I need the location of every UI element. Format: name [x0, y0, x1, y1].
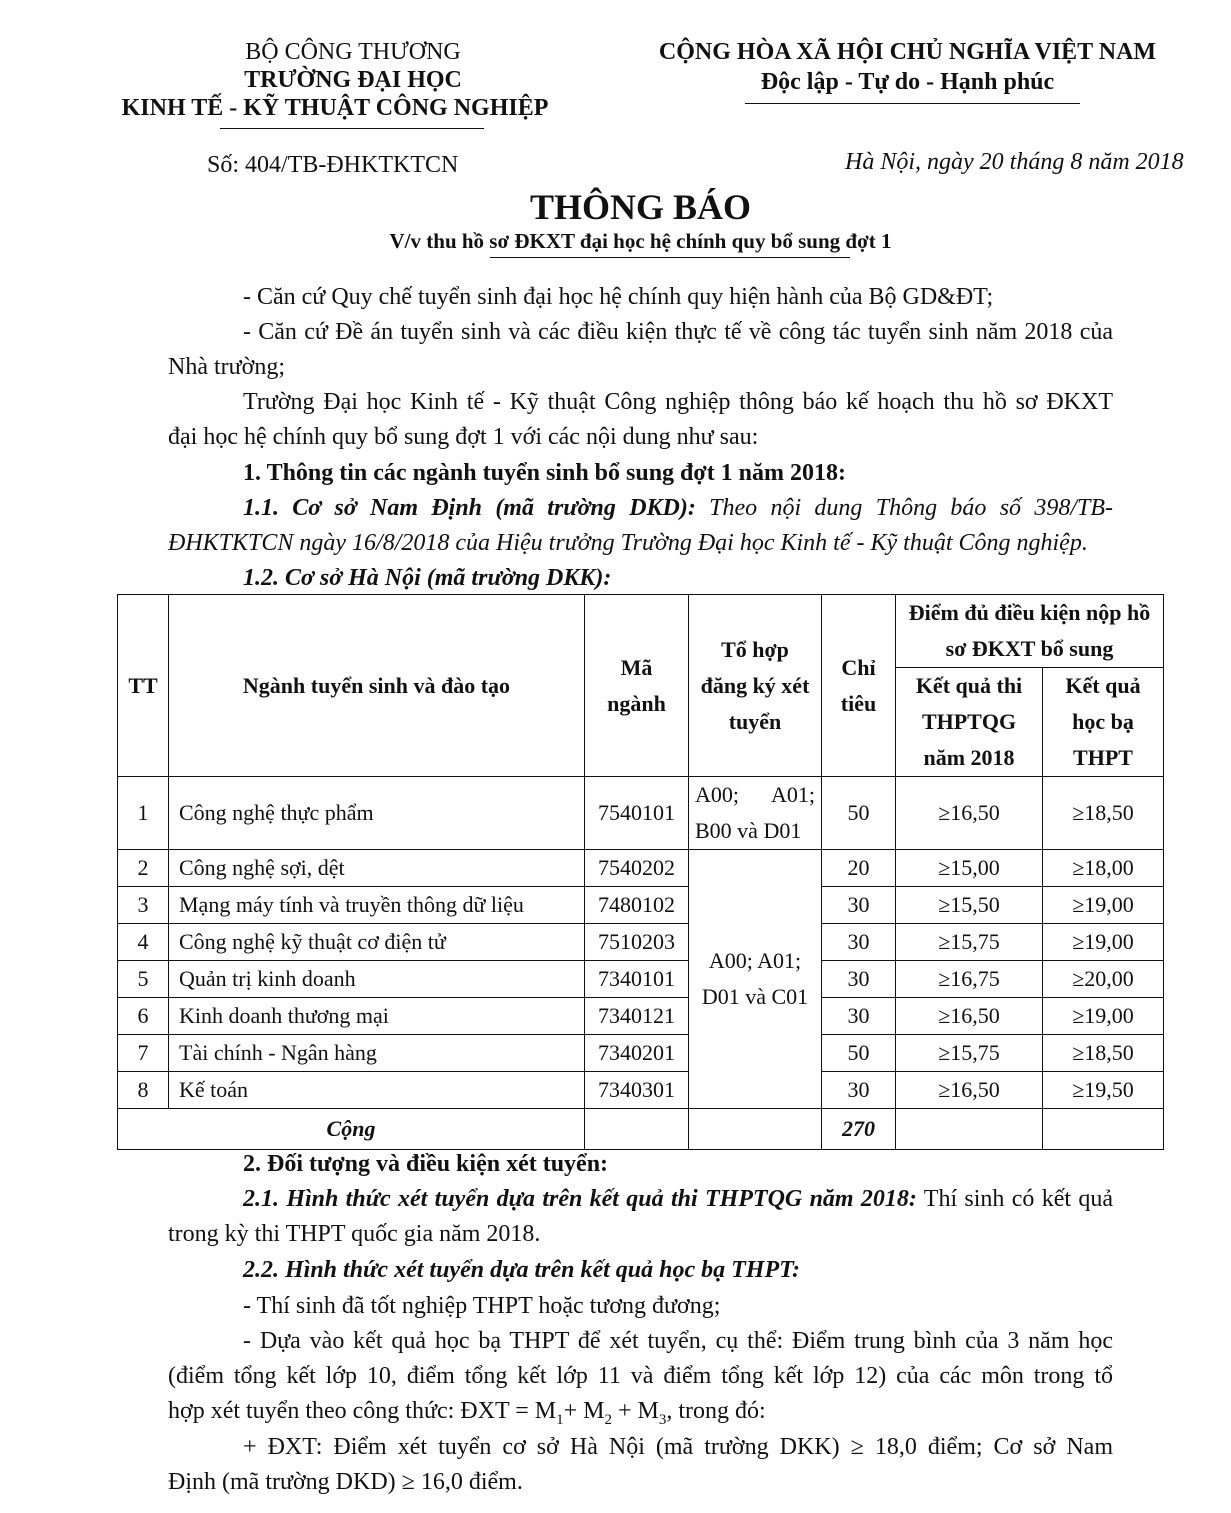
- ministry-name: BỘ CÔNG THƯƠNG: [245, 39, 461, 65]
- cell-major: Kế toán: [169, 1072, 585, 1109]
- section-1-1-label: 1.1. Cơ sở Nam Định (mã trường DKD):: [243, 495, 696, 521]
- cell-code: 7340121: [585, 998, 689, 1035]
- cell-tt: 3: [118, 887, 169, 924]
- cell-major: Công nghệ kỹ thuật cơ điện tử: [169, 924, 585, 961]
- cell-code: 7340101: [585, 961, 689, 998]
- cell-tt: 5: [118, 961, 169, 998]
- admission-table: [117, 594, 1164, 1150]
- cell-hocba: ≥18,50: [1043, 777, 1164, 850]
- table-row: [118, 961, 1164, 998]
- cell-code: 7480102: [585, 887, 689, 924]
- cell-quota: 50: [822, 1035, 896, 1072]
- table-total-row: [118, 1109, 1164, 1150]
- section-2-heading: 2. Đối tượng và điều kiện xét tuyển:: [243, 1151, 609, 1177]
- cell-thptqg: ≥16,50: [896, 998, 1043, 1035]
- cell-thptqg: ≥16,50: [896, 1072, 1043, 1109]
- section-1-heading: 1. Thông tin các ngành tuyển sinh bổ sung đợt 1 năm 2018:: [243, 460, 847, 486]
- bullet-2: - Dựa vào kết quả học bạ THPT để xét tuyển, cụ thể: Điểm trung bình của 3 năm học: [243, 1328, 1113, 1354]
- th-hocba: Kết quả học bạ THPT: [1043, 668, 1164, 777]
- section-1-1-cont: ĐHKTKTCN ngày 16/8/2018 của Hiệu trưởng Trường Đại học Kinh tế - Kỹ thuật Công nghiệp.: [168, 530, 1088, 556]
- table-row: [118, 1035, 1164, 1072]
- cell-combo-group: A00; A01; D01 và C01: [689, 850, 822, 1109]
- country-name: CỘNG HÒA XÃ HỘI CHỦ NGHĨA VIỆT NAM: [658, 39, 1157, 65]
- cell-major: Tài chính - Ngân hàng: [169, 1035, 585, 1072]
- cell-tt: 2: [118, 850, 169, 887]
- cell-total-label: Cộng: [118, 1109, 585, 1150]
- bullet-2-cont: (điểm tổng kết lớp 10, điểm tổng kết lớp 11 và điểm tổng kết lớp 12) của các môn trong tổ: [168, 1363, 1113, 1389]
- intro-paragraph-1: - Căn cứ Quy chế tuyển sinh đại học hệ chính quy hiện hành của Bộ GD&ĐT;: [243, 284, 994, 310]
- cell-hocba: ≥19,00: [1043, 924, 1164, 961]
- cell-tt: 1: [118, 777, 169, 850]
- section-2-1: [168, 1185, 1113, 1213]
- section-2-1-label: 2.1. Hình thức xét tuyển dựa trên kết quả thi THPTQG năm 2018:: [243, 1186, 917, 1212]
- bullet-3: + ĐXT: Điểm xét tuyển cơ sở Hà Nội (mã trường DKK) ≥ 18,0 điểm; Cơ sở Nam: [243, 1434, 1113, 1460]
- header-left-rule: [220, 128, 484, 129]
- cell-quota: 50: [822, 777, 896, 850]
- section-1-1: [168, 494, 1113, 522]
- cell-tt: 7: [118, 1035, 169, 1072]
- subtitle-rule: [490, 257, 850, 258]
- school-name-line1: TRƯỜNG ĐẠI HỌC: [244, 67, 462, 93]
- page-title: THÔNG BÁO: [529, 187, 752, 227]
- th-score-group: Điểm đủ điều kiện nộp hồ sơ ĐKXT bổ sung: [896, 595, 1164, 668]
- cell-code: 7540101: [585, 777, 689, 850]
- cell-quota: 30: [822, 1072, 896, 1109]
- place-date: Hà Nội, ngày 20 tháng 8 năm 2018: [845, 149, 1184, 175]
- cell-major: Kinh doanh thương mại: [169, 998, 585, 1035]
- cell-thptqg: ≥15,50: [896, 887, 1043, 924]
- th-code: Mã ngành: [585, 595, 689, 777]
- cell-code: 7340201: [585, 1035, 689, 1072]
- table-row: [118, 887, 1164, 924]
- section-2-1-cont: trong kỳ thi THPT quốc gia năm 2018.: [168, 1221, 541, 1247]
- document-number: Số: 404/TB-ĐHKTKTCN: [207, 152, 459, 178]
- cell-major: Công nghệ sợi, dệt: [169, 850, 585, 887]
- intro-paragraph-2-cont: Nhà trường;: [168, 354, 286, 380]
- table-row: [118, 998, 1164, 1035]
- cell-combo: A00; A01; B00 và D01: [689, 777, 822, 850]
- cell-hocba: ≥19,00: [1043, 887, 1164, 924]
- cell-thptqg: ≥15,75: [896, 924, 1043, 961]
- cell-code: 7540202: [585, 850, 689, 887]
- school-name-line2: KINH TẾ - KỸ THUẬT CÔNG NGHIỆP: [121, 95, 549, 121]
- cell-quota: 30: [822, 961, 896, 998]
- intro-paragraph-2: - Căn cứ Đề án tuyển sinh và các điều kiện thực tế về công tác tuyển sinh năm 2018 của: [243, 319, 1113, 345]
- cell-hocba: ≥19,00: [1043, 998, 1164, 1035]
- section-1-2-label: 1.2. Cơ sở Hà Nội (mã trường DKK):: [243, 565, 612, 591]
- cell-hocba: ≥19,50: [1043, 1072, 1164, 1109]
- cell-hocba: ≥18,50: [1043, 1035, 1164, 1072]
- cell-total-value: 270: [822, 1109, 896, 1150]
- cell-quota: 20: [822, 850, 896, 887]
- section-1-1-text: Theo nội dung Thông báo số 398/TB-: [695, 495, 1114, 521]
- cell-major: Công nghệ thực phẩm: [169, 777, 585, 850]
- cell-code: 7340301: [585, 1072, 689, 1109]
- th-thptqg: Kết quả thi THPTQG năm 2018: [896, 668, 1043, 777]
- th-combo: Tổ hợp đăng ký xét tuyển: [689, 595, 822, 777]
- table-row: [118, 850, 1164, 887]
- cell-tt: 6: [118, 998, 169, 1035]
- table-row: [118, 924, 1164, 961]
- cell-tt: 8: [118, 1072, 169, 1109]
- cell-tt: 4: [118, 924, 169, 961]
- th-quota: Chỉ tiêu: [822, 595, 896, 777]
- cell-thptqg: ≥16,75: [896, 961, 1043, 998]
- section-2-1-text: Thí sinh có kết quả: [916, 1186, 1114, 1212]
- cell-hocba: ≥20,00: [1043, 961, 1164, 998]
- th-tt: TT: [118, 595, 169, 777]
- table-row: [118, 1072, 1164, 1109]
- table-row: [118, 777, 1164, 850]
- th-major: Ngành tuyển sinh và đào tạo: [169, 595, 585, 777]
- cell-thptqg: ≥15,75: [896, 1035, 1043, 1072]
- intro-paragraph-3-cont: đại học hệ chính quy bổ sung đợt 1 với các nội dung như sau:: [168, 424, 759, 450]
- cell-thptqg: ≥15,00: [896, 850, 1043, 887]
- section-2-2-label: 2.2. Hình thức xét tuyển dựa trên kết quả học bạ THPT:: [243, 1257, 800, 1283]
- cell-major: Mạng máy tính và truyền thông dữ liệu: [169, 887, 585, 924]
- bullet-3-cont: Định (mã trường DKD) ≥ 16,0 điểm.: [168, 1469, 523, 1495]
- cell-thptqg: ≥16,50: [896, 777, 1043, 850]
- page-subtitle: V/v thu hồ sơ ĐKXT đại học hệ chính quy bổ sung đợt 1: [389, 229, 892, 253]
- cell-code: 7510203: [585, 924, 689, 961]
- cell-quota: 30: [822, 887, 896, 924]
- intro-paragraph-3: Trường Đại học Kinh tế - Kỹ thuật Công nghiệp thông báo kế hoạch thu hồ sơ ĐKXT: [243, 389, 1113, 415]
- bullet-1: - Thí sinh đã tốt nghiệp THPT hoặc tương đương;: [243, 1293, 721, 1319]
- header-right-rule: [745, 103, 1080, 104]
- national-motto: Độc lập - Tự do - Hạnh phúc: [760, 69, 1055, 95]
- cell-hocba: ≥18,00: [1043, 850, 1164, 887]
- formula-line: hợp xét tuyển theo công thức: ĐXT = $M_1+ M_2 + M_3$, trong đó:: [168, 1398, 766, 1428]
- cell-quota: 30: [822, 998, 896, 1035]
- cell-quota: 30: [822, 924, 896, 961]
- cell-major: Quản trị kinh doanh: [169, 961, 585, 998]
